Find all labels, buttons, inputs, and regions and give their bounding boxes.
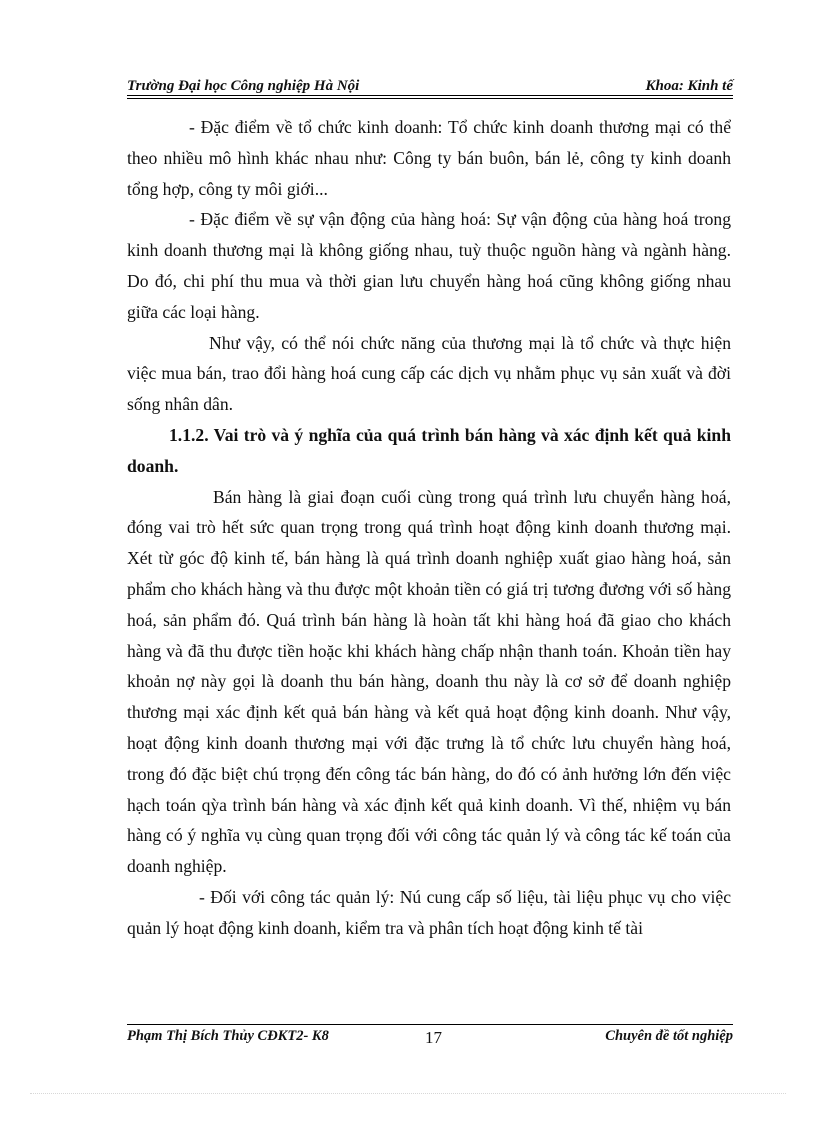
paragraph-goods-movement: - Đặc điểm về sự vận động của hàng hoá: Sự vận động của hàng hoá trong kinh doanh thương mại là không giống nhau, tuỳ thuộc nguồn hàng và ngành hàng. Do đó, chi phí thu mua và thời gian lưu chuyển hàng hoá cũng không giống nhau giữa các loại hàng.: [127, 209, 731, 322]
footer-document-type: Chuyên đề tốt nghiệp: [605, 1028, 733, 1044]
header-school-name: Trường Đại học Công nghiệp Hà Nội: [127, 78, 360, 94]
document-body: [127, 112, 731, 944]
page-header: [127, 73, 733, 95]
footer-author: Phạm Thị Bích Thủy CĐKT2- K8: [127, 1028, 329, 1044]
page-number: 17: [425, 1028, 442, 1047]
page-edge-divider: [30, 1093, 786, 1094]
section-heading: 1.1.2. Vai trò và ý nghĩa của quá trình bán hàng và xác định kết quả kinh doanh.: [127, 424, 731, 476]
footer-rule: [127, 1024, 733, 1025]
paragraph-sales-role: Bán hàng là giai đoạn cuối cùng trong quá trình lưu chuyển hàng hoá, đóng vai trò hết sức quan trọng trong quá trình hoạt động kinh doanh thương mại. Xét từ góc độ kinh tế, bán hàng là quá trình doanh nghiệp xuất giao hàng hoá, sản phẩm cho khách hàng và thu được một khoản tiền có giá trị tương đương với số hàng hoá, sản phẩm đó. Quá trình bán hàng là hoàn tất khi hàng hoá đã giao cho khách hàng và đã thu được tiền hoặc khi khách hàng chấp nhận thanh toán. Khoản tiền hay khoản nợ này gọi là doanh thu bán hàng, doanh thu này là cơ sở để doanh nghiệp thương mại xác định kết quả bán hàng và kết quả hoạt động kinh doanh. Như vậy, hoạt động kinh doanh thương mại với đặc trưng là tổ chức lưu chuyển hàng hoá, trong đó đặc biệt chú trọng đến công tác bán hàng, do đó có ảnh hưởng lớn đến việc hạch toán qỳa trình bán hàng và xác định kết quả kinh doanh. Vì thế, nhiệm vụ bán hàng có ý nghĩa vụ cùng quan trọng đối với công tác quản lý và công tác kế toán của doanh nghiệp.: [127, 486, 731, 877]
paragraph-management: - Đối với công tác quản lý: Nú cung cấp số liệu, tài liệu phục vụ cho việc quản lý hoạt động kinh doanh, kiểm tra và phân tích hoạt động kinh tế tài: [127, 886, 731, 938]
paragraph-commerce-function: Như vậy, có thể nói chức năng của thương mại là tổ chức và thực hiện việc mua bán, trao đổi hàng hoá cung cấp các dịch vụ nhằm phục vụ sản xuất và đời sống nhân dân.: [127, 332, 731, 415]
page-footer: [127, 1028, 733, 1050]
header-rule: [127, 95, 733, 99]
header-faculty: Khoa: Kinh tế: [645, 78, 733, 94]
paragraph-business-organization: - Đặc điểm về tổ chức kinh doanh: Tổ chức kinh doanh thương mại có thể theo nhiều mô hình khác nhau như: Công ty bán buôn, bán lẻ, công ty kinh doanh tổng hợp, công ty môi giới...: [127, 117, 731, 199]
